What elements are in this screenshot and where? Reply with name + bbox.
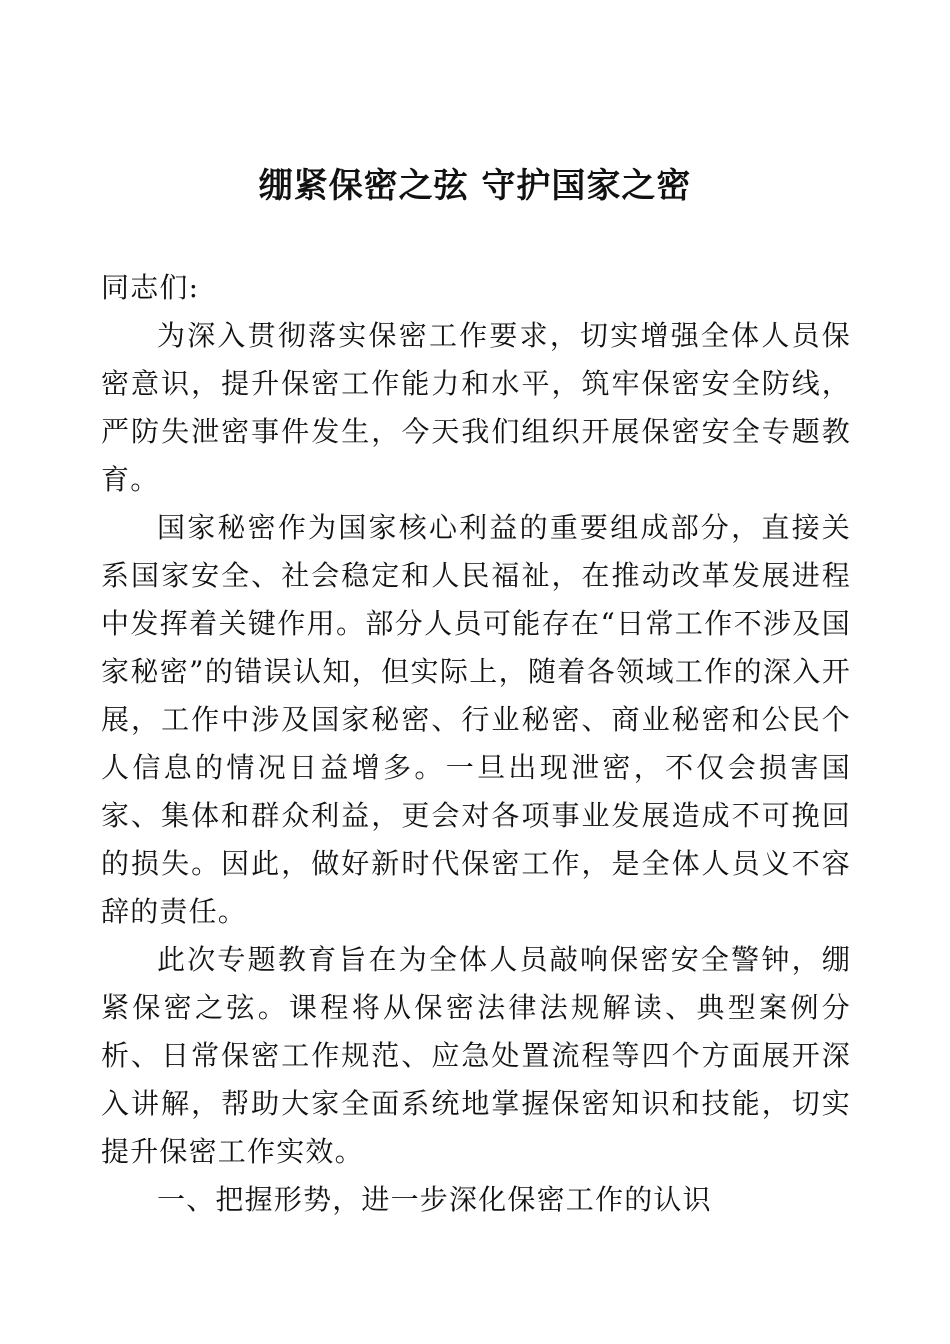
document-title: 绷紧保密之弦 守护国家之密 — [258, 166, 692, 206]
document-body — [101, 264, 851, 1224]
salutation: 同志们: — [101, 271, 200, 304]
paragraph-intro: 为深入贯彻落实保密工作要求，切实增强全体人员保密意识，提升保密工作能力和水平，筑牢保密安全防线，严防失泄密事件发生，今天我们组织开展保密安全专题教育。 — [101, 319, 851, 496]
paragraph-purpose: 此次专题教育旨在为全体人员敲响保密安全警钟，绷紧保密之弦。课程将从保密法律法规解读、典型案例分析、日常保密工作规范、应急处置流程等四个方面展开深入讲解，帮助大家全面系统地掌握保密知识和技能，切实提升保密工作实效。 — [101, 943, 851, 1168]
paragraph-importance: 国家秘密作为国家核心利益的重要组成部分，直接关系国家安全、社会稳定和人民福祉，在推动改革发展进程中发挥着关键作用。部分人员可能存在“日常工作不涉及国家秘密”的错误认知，但实际上，随着各领域工作的深入开展，工作中涉及国家秘密、行业秘密、商业秘密和公民个人信息的情况日益增多。一旦出现泄密，不仅会损害国家、集体和群众利益，更会对各项事业发展造成不可挽回的损失。因此，做好新时代保密工作，是全体人员义不容辞的责任。 — [101, 511, 851, 928]
section-heading: 一、把握形势，进一步深化保密工作的认识 — [157, 1183, 712, 1216]
